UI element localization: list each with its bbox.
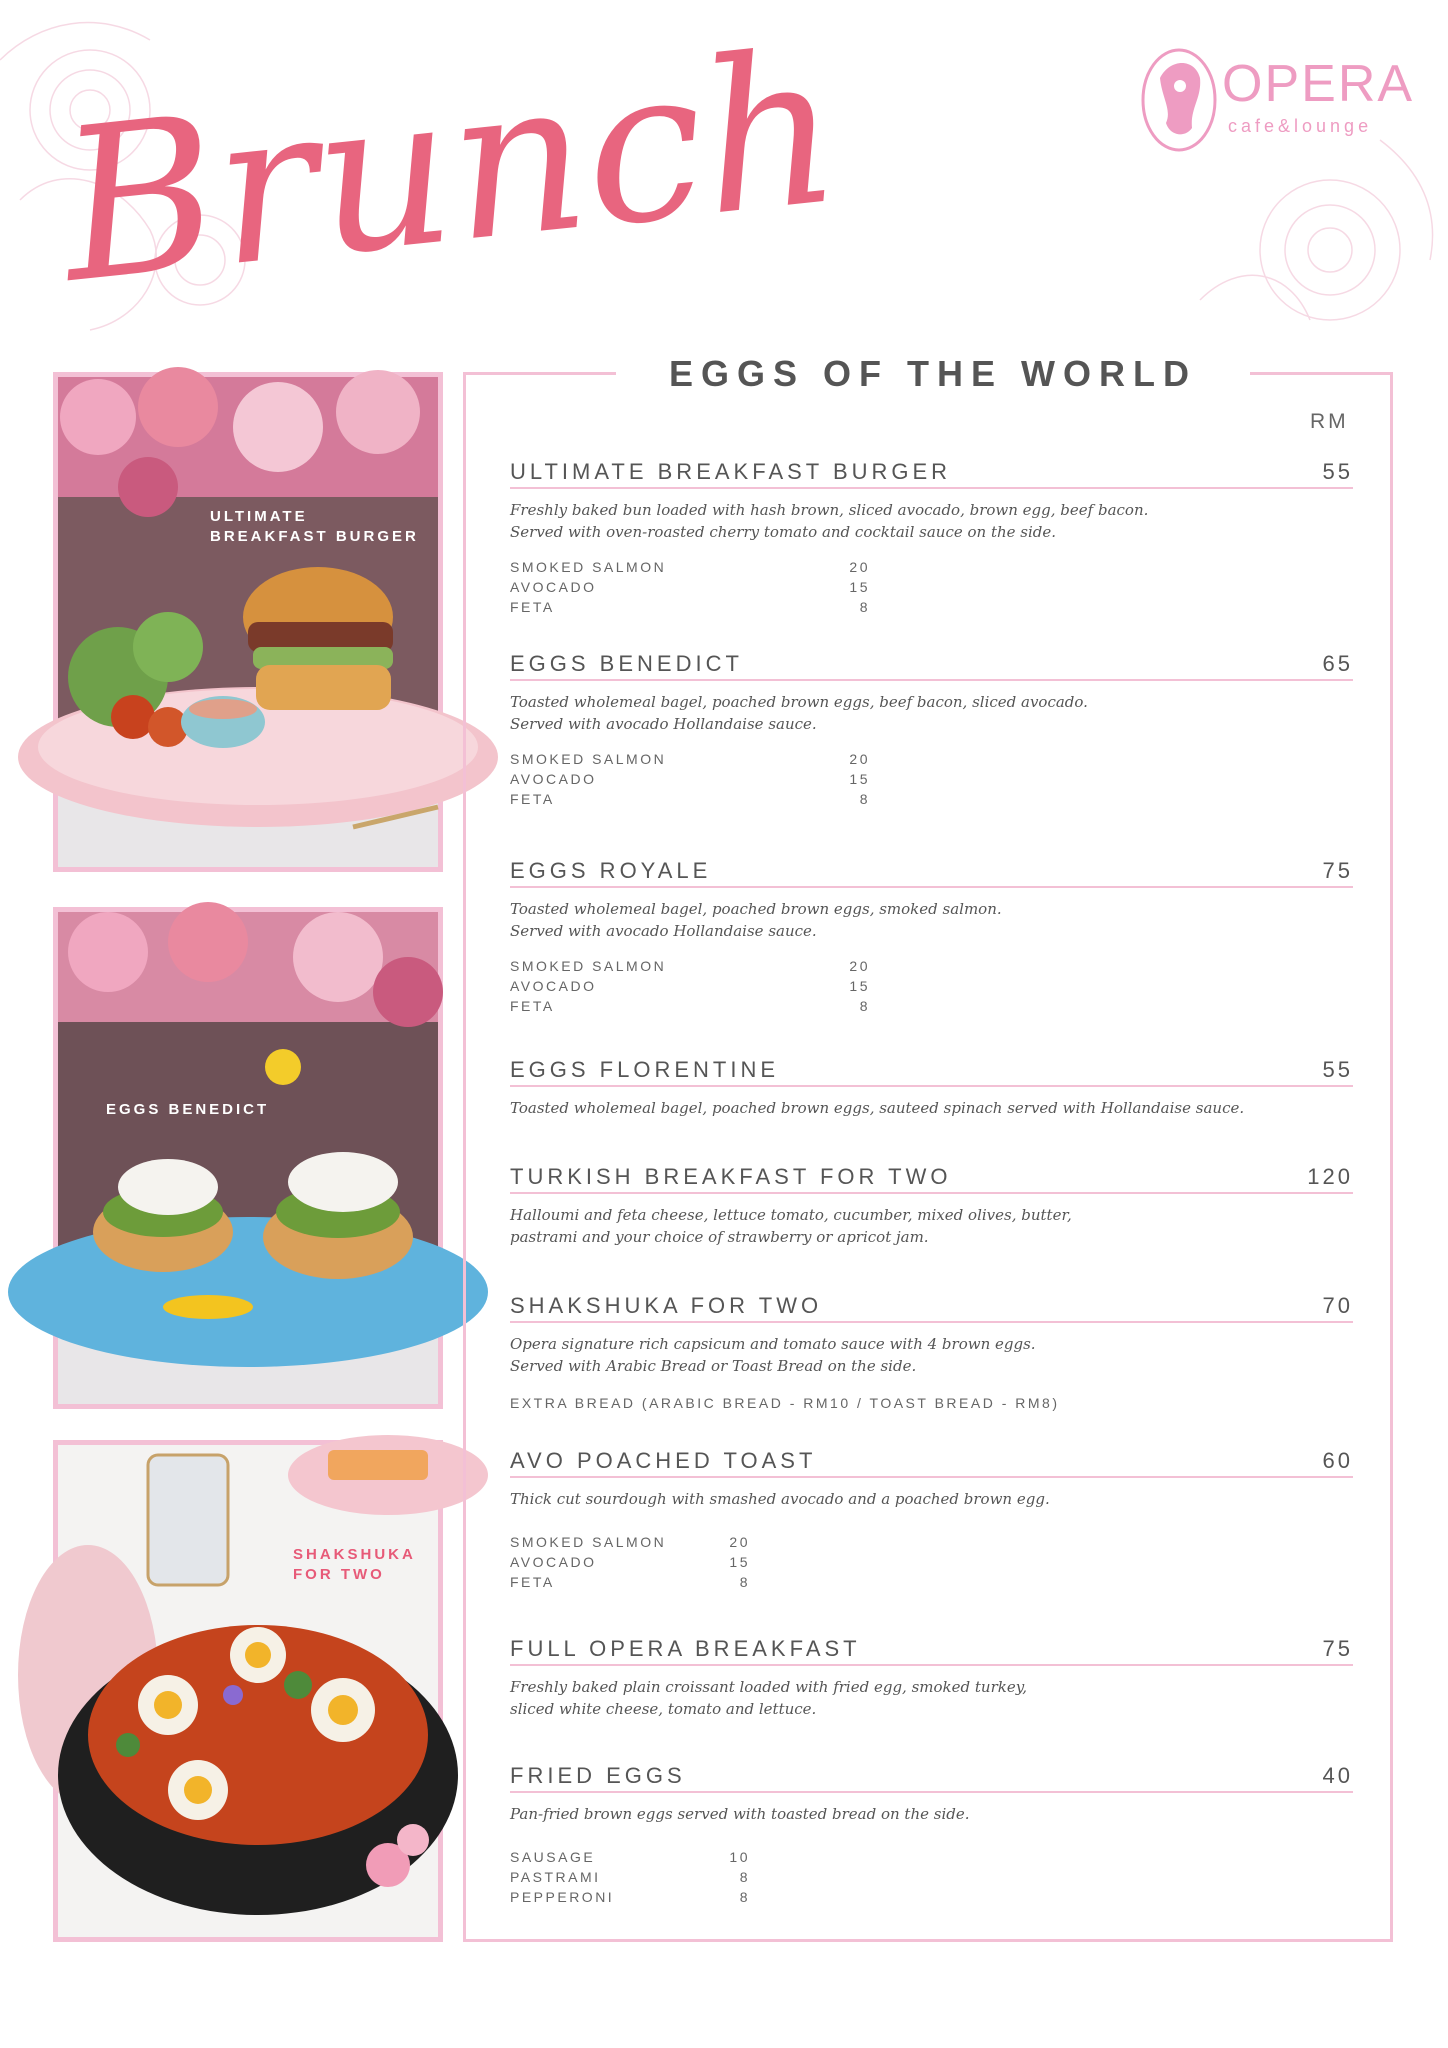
addon-name: PASTRAMI — [510, 1869, 601, 1885]
menu-item-description — [510, 1676, 1353, 1720]
addon-name: AVOCADO — [510, 978, 597, 994]
addon-row — [510, 1867, 1353, 1887]
menu-item-name: EGGS ROYALE — [510, 858, 712, 883]
description-line: Toasted wholemeal bagel, poached brown eggs, sauteed spinach served with Hollandaise sauce. — [510, 1099, 1245, 1117]
menu-item-header — [510, 1287, 1353, 1323]
description-line: Freshly baked bun loaded with hash brown, sliced avocado, brown egg, beef bacon. — [510, 501, 1149, 519]
menu-item-name: ULTIMATE BREAKFAST BURGER — [510, 459, 952, 484]
addon-name: FETA — [510, 791, 555, 807]
addon-name: SMOKED SALMON — [510, 751, 667, 767]
menu-item-name: FULL OPERA BREAKFAST — [510, 1636, 861, 1661]
section-title: EGGS OF THE WORLD — [616, 346, 1250, 402]
currency-label: RM — [1310, 410, 1349, 433]
menu-item — [510, 1158, 1353, 1248]
menu-item — [510, 1287, 1353, 1411]
menu-item-name: EGGS FLORENTINE — [510, 1057, 780, 1082]
addon-list — [510, 557, 1353, 617]
menu-item — [510, 1630, 1353, 1720]
description-line: Freshly baked plain croissant loaded with fried egg, smoked turkey, — [510, 1678, 1027, 1696]
menu-item-header — [510, 1442, 1353, 1478]
addon-price: 8 — [739, 1889, 750, 1905]
description-line: pastrami and your choice of strawberry or apricot jam. — [510, 1228, 929, 1246]
description-line: Served with oven-roasted cherry tomato and cocktail sauce on the side. — [510, 523, 1057, 541]
addon-price: 20 — [849, 958, 870, 974]
menu-item-description — [510, 691, 1353, 735]
addon-name: AVOCADO — [510, 771, 597, 787]
menu-item — [510, 1051, 1353, 1119]
logo-tagline: cafe&lounge — [1228, 116, 1373, 136]
menu-item-description — [510, 1204, 1353, 1248]
menu-item-header — [510, 1158, 1353, 1194]
description-line: Halloumi and feta cheese, lettuce tomato, cucumber, mixed olives, butter, — [510, 1206, 1072, 1224]
description-line: Served with avocado Hollandaise sauce. — [510, 715, 817, 733]
addon-name: SMOKED SALMON — [510, 1534, 667, 1550]
photo-label-benedict — [106, 1100, 269, 1120]
addon-price: 10 — [729, 1849, 750, 1865]
addon-row — [510, 976, 1353, 996]
description-line: Thick cut sourdough with smashed avocado and a poached brown egg. — [510, 1490, 1050, 1508]
addon-list — [510, 956, 1353, 1016]
burger-photo-icon — [58, 377, 438, 867]
menu-item-header — [510, 1757, 1353, 1793]
addon-list — [510, 749, 1353, 809]
addon-row — [510, 597, 1353, 617]
photo-label-line: SHAKSHUKA — [293, 1546, 416, 1563]
addon-name: PEPPERONI — [510, 1889, 615, 1905]
addon-name: SAUSAGE — [510, 1849, 596, 1865]
menu-item-price: 65 — [1322, 651, 1353, 676]
addon-row — [510, 1572, 1353, 1592]
addon-row — [510, 1887, 1353, 1907]
addon-row — [510, 749, 1353, 769]
description-line: Toasted wholemeal bagel, poached brown eggs, beef bacon, sliced avocado. — [510, 693, 1088, 711]
menu-item-header — [510, 645, 1353, 681]
addon-row — [510, 996, 1353, 1016]
addon-name: AVOCADO — [510, 1554, 597, 1570]
photo-breakfast-burger — [53, 372, 443, 872]
menu-item-price: 70 — [1322, 1293, 1353, 1318]
description-line: Toasted wholemeal bagel, poached brown eggs, smoked salmon. — [510, 900, 1002, 918]
menu-item — [510, 852, 1353, 1016]
photo-label-burger — [210, 507, 419, 547]
menu-item-header — [510, 1630, 1353, 1666]
menu-item-header — [510, 852, 1353, 888]
opera-logo — [1140, 48, 1415, 158]
menu-item-name: EGGS BENEDICT — [510, 651, 743, 676]
menu-item-price: 60 — [1322, 1448, 1353, 1473]
addon-price: 15 — [849, 579, 870, 595]
menu-item-description — [510, 1333, 1353, 1377]
menu-item-price: 75 — [1322, 1636, 1353, 1661]
addon-list — [510, 1847, 1353, 1907]
addon-price: 20 — [849, 559, 870, 575]
addon-price: 8 — [859, 599, 870, 615]
addon-price: 15 — [729, 1554, 750, 1570]
addon-row — [510, 1532, 1353, 1552]
menu-item-price: 55 — [1322, 1057, 1353, 1082]
menu-item-price: 40 — [1322, 1763, 1353, 1788]
menu-item-description — [510, 499, 1353, 543]
photo-label-line: EGGS BENEDICT — [106, 1101, 270, 1118]
logo-name: OPERA — [1222, 55, 1415, 113]
addon-list — [510, 1532, 1353, 1592]
description-line: Opera signature rich capsicum and tomato sauce with 4 brown eggs. — [510, 1335, 1036, 1353]
addon-row — [510, 557, 1353, 577]
addon-row — [510, 1552, 1353, 1572]
addon-price: 8 — [739, 1574, 750, 1590]
menu-item — [510, 1757, 1353, 1907]
addon-price: 8 — [859, 998, 870, 1014]
description-line: Served with avocado Hollandaise sauce. — [510, 922, 817, 940]
description-line: sliced white cheese, tomato and lettuce. — [510, 1700, 817, 1718]
photo-label-line: FOR TWO — [293, 1566, 385, 1583]
photo-label-line: BREAKFAST BURGER — [210, 528, 419, 545]
addon-row — [510, 956, 1353, 976]
menu-item-name: SHAKSHUKA FOR TWO — [510, 1293, 823, 1318]
addon-price: 8 — [739, 1869, 750, 1885]
page-title — [50, 4, 850, 350]
addon-row — [510, 769, 1353, 789]
description-line: Pan-fried brown eggs served with toasted bread on the side. — [510, 1805, 970, 1823]
addon-row — [510, 577, 1353, 597]
addon-price: 15 — [849, 978, 870, 994]
addon-name: FETA — [510, 599, 555, 615]
menu-item — [510, 1442, 1353, 1592]
addon-price: 8 — [859, 791, 870, 807]
addon-name: SMOKED SALMON — [510, 559, 667, 575]
menu-item-description — [510, 898, 1353, 942]
menu-item-description — [510, 1803, 1353, 1825]
addon-price: 20 — [849, 751, 870, 767]
menu-item — [510, 453, 1353, 617]
photo-eggs-benedict — [53, 907, 443, 1409]
menu-item-header — [510, 453, 1353, 489]
mask-logo-icon — [1140, 48, 1218, 152]
page-title-text: Brunch — [50, 4, 850, 330]
menu-item — [510, 645, 1353, 809]
floral-decoration-right — [1180, 120, 1448, 380]
extra-bread-note: EXTRA BREAD (ARABIC BREAD - RM10 / TOAST BREAD - RM8) — [510, 1395, 1060, 1411]
addon-price: 15 — [849, 771, 870, 787]
addon-name: AVOCADO — [510, 579, 597, 595]
addon-name: FETA — [510, 998, 555, 1014]
menu-item-price: 75 — [1322, 858, 1353, 883]
shakshuka-photo-icon — [58, 1445, 438, 1937]
menu-item-header — [510, 1051, 1353, 1087]
addon-price: 20 — [729, 1534, 750, 1550]
menu-item-name: AVO POACHED TOAST — [510, 1448, 817, 1473]
menu-item-price: 55 — [1322, 459, 1353, 484]
photo-shakshuka — [53, 1440, 443, 1942]
menu-item-description — [510, 1488, 1353, 1510]
menu-item-name: FRIED EGGS — [510, 1763, 686, 1788]
photo-label-line: ULTIMATE — [210, 508, 308, 525]
addon-row — [510, 789, 1353, 809]
photo-label-shakshuka — [293, 1545, 416, 1585]
addon-name: SMOKED SALMON — [510, 958, 667, 974]
benedict-photo-icon — [58, 912, 438, 1404]
menu-item-description — [510, 1097, 1353, 1119]
menu-item-price: 120 — [1307, 1164, 1353, 1189]
menu-item-name: TURKISH BREAKFAST FOR TWO — [510, 1164, 952, 1189]
description-line: Served with Arabic Bread or Toast Bread on the side. — [510, 1357, 917, 1375]
addon-row — [510, 1847, 1353, 1867]
addon-name: FETA — [510, 1574, 555, 1590]
